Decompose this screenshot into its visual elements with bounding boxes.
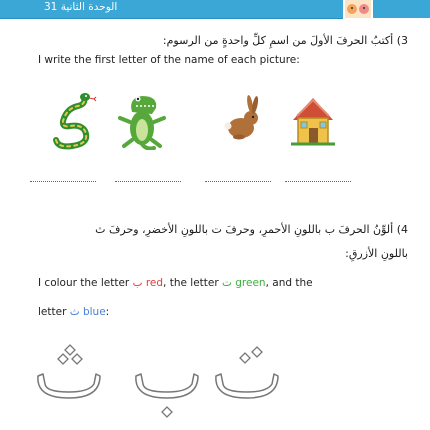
- q4-instruction-english-line1: [38, 277, 313, 289]
- answer-line-2[interactable]: [115, 181, 181, 182]
- color-red-label: red: [145, 277, 164, 289]
- q4-en-part2: , the letter: [163, 277, 223, 289]
- kids-logo-icon: [345, 0, 371, 18]
- color-blue-label: blue: [82, 306, 106, 318]
- q4-en-part5: :: [105, 306, 110, 318]
- q4-en-part4: letter: [38, 306, 70, 318]
- unit-title: الوحدة الثانية 31: [44, 1, 118, 13]
- answer-line-4[interactable]: [285, 181, 351, 182]
- q3-instruction-english: I write the first letter of the name of each picture:: [38, 54, 300, 66]
- crocodile-icon: [112, 90, 172, 150]
- letter-ba-label: ب: [132, 277, 143, 289]
- header-bar-end: [373, 0, 430, 18]
- header-bar: [0, 0, 343, 19]
- snake-icon: [48, 90, 98, 150]
- answer-line-1[interactable]: [30, 181, 96, 182]
- q4-instruction-arabic-line2: باللونِ الأزرقِ:: [345, 247, 408, 260]
- q4-en-part1: I colour the letter: [38, 277, 133, 289]
- letter-tha-outline[interactable]: [34, 336, 104, 420]
- letter-ba-outline[interactable]: [132, 336, 202, 420]
- q4-en-part3: , and the: [265, 277, 313, 289]
- letter-ta-label: ت: [222, 277, 232, 289]
- house-icon: [283, 90, 343, 150]
- color-green-label: green: [235, 277, 266, 289]
- rabbit-icon: [215, 90, 265, 150]
- letter-tha-label: ث: [69, 306, 80, 318]
- answer-line-3[interactable]: [205, 181, 271, 182]
- q4-instruction-arabic-line1: 4) ألوِّنُ الحرفَ ب باللونِ الأحمرِ، وحرفَ ت باللونِ الأخضرِ، وحرفَ ث: [95, 223, 408, 236]
- q4-instruction-english-line2: [38, 306, 109, 318]
- q3-instruction-arabic: 3) أكتبُ الحرفَ الأولَ من اسمِ كلِّ واحدةٍ من الرسوم:: [162, 34, 408, 47]
- letter-ta-outline[interactable]: [212, 336, 282, 420]
